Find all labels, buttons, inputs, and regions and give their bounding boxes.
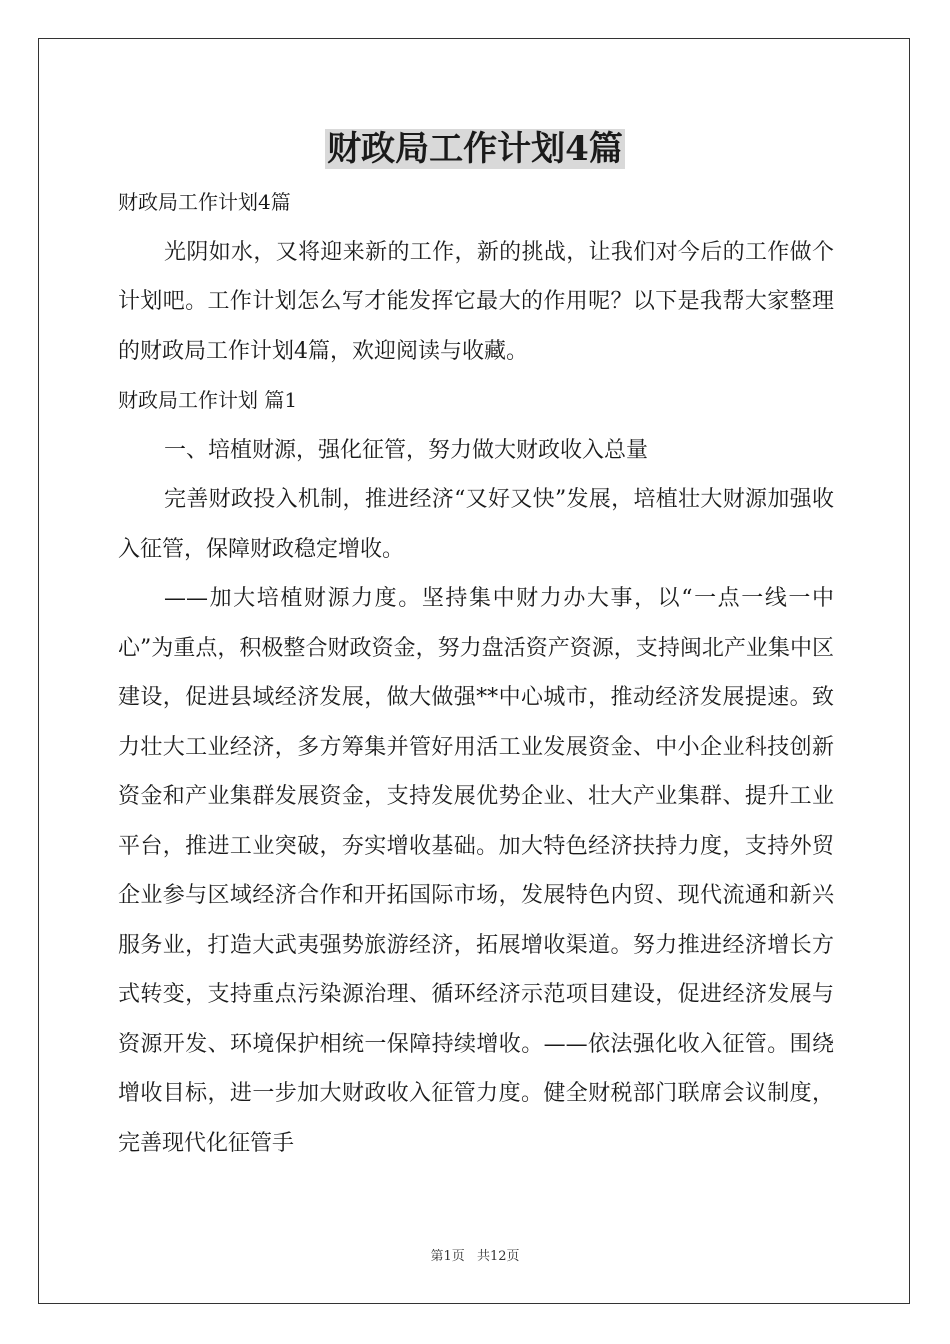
document-title <box>0 124 950 174</box>
body-paragraph: ——加大培植财源力度。坚持集中财力办大事，以“一点一线一中心”为重点，积极整合财政资金，努力盘活资产资源，支持闽北产业集中区建设，促进县域经济发展，做大做强**中心城市，推动经济发展提速。致力壮大工业经济，多方筹集并管好用活工业发展资金、中小企业科技创新资金和产业集群发展资金，支持发展优势企业、壮大产业集群、提升工业平台，推进工业突破，夯实增收基础。加大特色经济扶持力度，支持外贸企业参与区域经济合作和开拓国际市场，发展特色内贸、现代流通和新兴服务业，打造大武夷强势旅游经济，拓展增收渠道。努力推进经济增长方式转变，支持重点污染源治理、循环经济示范项目建设，促进经济发展与资源开发、环境保护相统一保障持续增收。——依法强化收入征管。围绕增收目标，进一步加大财政收入征管力度。健全财税部门联席会议制度，完善现代化征管手 <box>118 586 834 1156</box>
section-heading: 财政局工作计划 篇1 <box>118 388 298 412</box>
page-total: 共12页 <box>476 1249 520 1264</box>
subtitle-paragraph: 财政局工作计划4篇 <box>118 190 291 214</box>
document-title-text: 财政局工作计划4篇 <box>327 129 623 169</box>
page-footer <box>0 1245 950 1264</box>
document-body <box>118 178 834 1168</box>
body-paragraph: 完善财政投入机制，推进经济“又好又快”发展，培植壮大财源加强收入征管，保障财政稳定增收。 <box>118 487 834 562</box>
page-number: 第1页 <box>430 1249 465 1264</box>
subsection-heading: 一、培植财源，强化征管，努力做大财政收入总量 <box>164 437 649 463</box>
intro-paragraph: 光阴如水，又将迎来新的工作，新的挑战，让我们对今后的工作做个计划吧。工作计划怎么写才能发挥它最大的作用呢？以下是我帮大家整理的财政局工作计划4篇，欢迎阅读与收藏。 <box>118 239 834 364</box>
